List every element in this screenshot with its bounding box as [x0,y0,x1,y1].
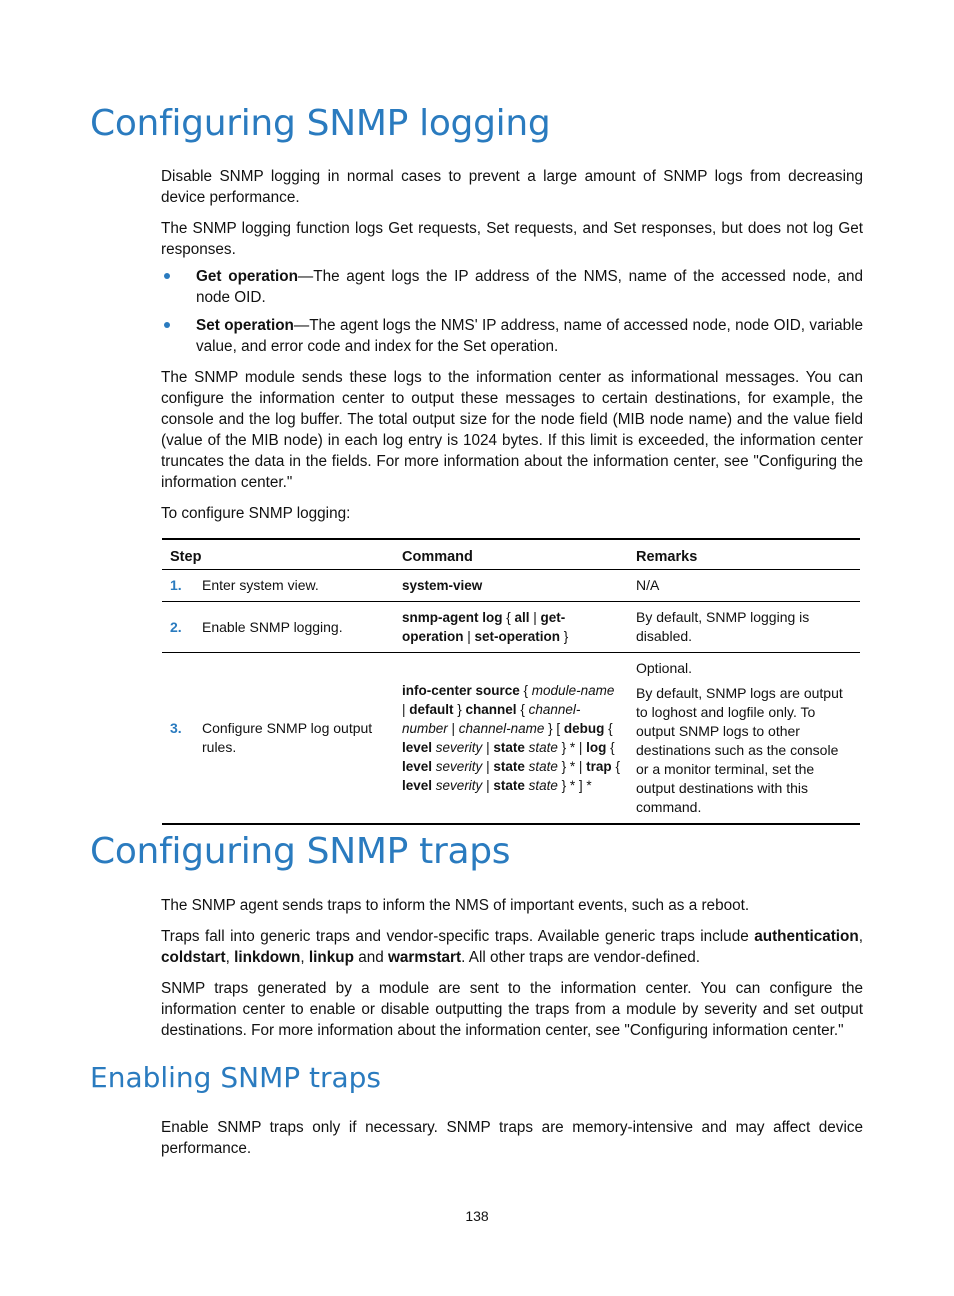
trap-keyword: linkdown [234,949,301,966]
step-cell [162,570,394,602]
command-cell [394,570,628,602]
text-run: , [858,928,863,945]
step-number: 1. [170,577,182,593]
command-syntax: { [604,721,613,736]
command-keyword: log [586,740,607,755]
table-row [162,602,860,653]
command-argument: state [528,778,558,793]
config-steps-table [162,538,860,825]
section-title-snmp-logging: Configuring SNMP logging [90,103,551,144]
remarks-cell [628,602,860,653]
text-run: Traps fall into generic traps and vendor-specific traps. Available generic traps include [161,928,755,945]
table-header-row [162,539,860,570]
command-syntax: { [516,702,529,717]
table-row [162,653,860,825]
step-description: Enter system view. [202,577,319,593]
remarks-text: By default, SNMP logs are output to loghost and logfile only. To output SNMP logs to other destinations such as the console or a monitor terminal, set the output destinations with this command. [636,685,843,815]
step-cell [162,602,394,653]
command-syntax: | [482,759,494,774]
command-syntax: { [519,683,532,698]
step-description: Configure SNMP log output rules. [202,720,373,755]
paragraph [161,926,863,968]
command-syntax: | [482,740,494,755]
table-row [162,570,860,602]
bullet-text: —The agent logs the NMS' IP address, name of accessed node, node OID, variable value, and error code and index for the Set operation. [196,317,863,355]
command-argument: severity [435,740,483,755]
command-keyword: set-operation [474,629,561,644]
command-keyword: system-view [402,578,483,593]
trap-keyword: authentication [754,928,859,945]
command-keyword: level [402,778,433,793]
command-keyword: level [402,759,433,774]
bullet-text: —The agent logs the IP address of the NMS, name of the accessed node, and node OID. [196,268,863,306]
command-syntax: } * | [557,759,587,774]
command-argument: severity [435,778,483,793]
paragraph: The SNMP logging function logs Get requests, Set requests, and Set responses, but does not log Get responses. [161,220,863,258]
text-run: , [225,949,235,966]
step-cell [162,653,394,825]
command-syntax: { [502,610,515,625]
command-syntax: | [447,721,459,736]
bullet-term: Get operation [196,268,298,285]
command-keyword: state [493,778,525,793]
bullet-icon [164,273,170,279]
command-keyword: state [493,759,525,774]
remarks-text: Optional. [636,660,693,676]
command-keyword: state [493,740,525,755]
command-cell [394,653,628,825]
command-keyword: all [514,610,530,625]
command-syntax: { [606,740,615,755]
remarks-cell [628,653,860,825]
trap-keyword: linkup [308,949,354,966]
command-syntax: } [ [544,721,564,736]
command-argument: module-name [531,683,615,698]
command-keyword: get-operation [402,610,566,644]
command-syntax: } [453,702,466,717]
command-argument: severity [435,759,483,774]
command-syntax: } [560,629,569,644]
command-keyword: debug [563,721,605,736]
page-number: 138 [465,1208,489,1224]
command-keyword: snmp-agent log [402,610,503,625]
command-keyword: channel [465,702,517,717]
step-number: 3. [170,720,182,736]
step-number: 2. [170,618,182,635]
paragraph: The SNMP agent sends traps to inform the NMS of important events, such as a reboot. [161,897,750,914]
command-cell [394,602,628,653]
text-run: and [353,949,388,966]
command-syntax: { [611,759,620,774]
bullet-item-get-operation [161,266,863,308]
remarks-text: N/A [636,577,660,593]
command-keyword: info-center source [402,683,520,698]
text-run: , [300,949,309,966]
command-keyword: level [402,740,433,755]
step-description: Enable SNMP logging. [202,618,343,635]
header-command: Command [394,539,628,570]
command-syntax: } * | [557,740,587,755]
bullet-icon [164,322,170,328]
command-keyword: trap [586,759,612,774]
command-keyword: default [409,702,454,717]
command-syntax: } * ] * [557,778,592,793]
remarks-text: By default, SNMP logging is disabled. [636,609,810,644]
paragraph: Enable SNMP traps only if necessary. SNMP traps are memory-intensive and may affect device performance. [161,1119,863,1157]
header-step: Step [162,539,394,570]
paragraph: The SNMP module sends these logs to the information center as informational messages. You can configure the information center to output these messages to certain destinations, for example, the console and the log buffer. The total output size for the node field (MIB node name) and the value field (value of the MIB node) in each log entry is 1024 bytes. If this limit is exceeded, the information center truncates the data in the fields. For more information about the information center, see "Configuring the information center." [161,369,863,491]
command-argument: state [528,740,558,755]
bullet-term: Set operation [196,317,294,334]
paragraph: Disable SNMP logging in normal cases to prevent a large amount of SNMP logs from decreasing device performance. [161,168,863,206]
paragraph: SNMP traps generated by a module are sent to the information center. You can configure the information center to enable or disable outputting the traps from a module by severity and set output destinations. For more information about the information center, see "Configuring information center." [161,980,863,1039]
command-argument: channel-number [402,702,581,736]
paragraph: To configure SNMP logging: [161,505,351,522]
command-syntax: | [482,778,494,793]
command-argument: state [528,759,558,774]
command-syntax: | [463,629,475,644]
remarks-cell [628,570,860,602]
trap-keyword: warmstart [387,949,462,966]
subsection-title-enabling-traps: Enabling SNMP traps [90,1061,382,1094]
command-argument: channel-name [458,721,545,736]
header-remarks: Remarks [628,539,860,570]
command-syntax: | [402,702,410,717]
text-run: . All other traps are vendor-defined. [461,949,701,966]
bullet-item-set-operation [161,315,863,357]
command-syntax: | [529,610,541,625]
trap-keyword: coldstart [161,949,226,966]
section-title-snmp-traps: Configuring SNMP traps [90,831,511,872]
